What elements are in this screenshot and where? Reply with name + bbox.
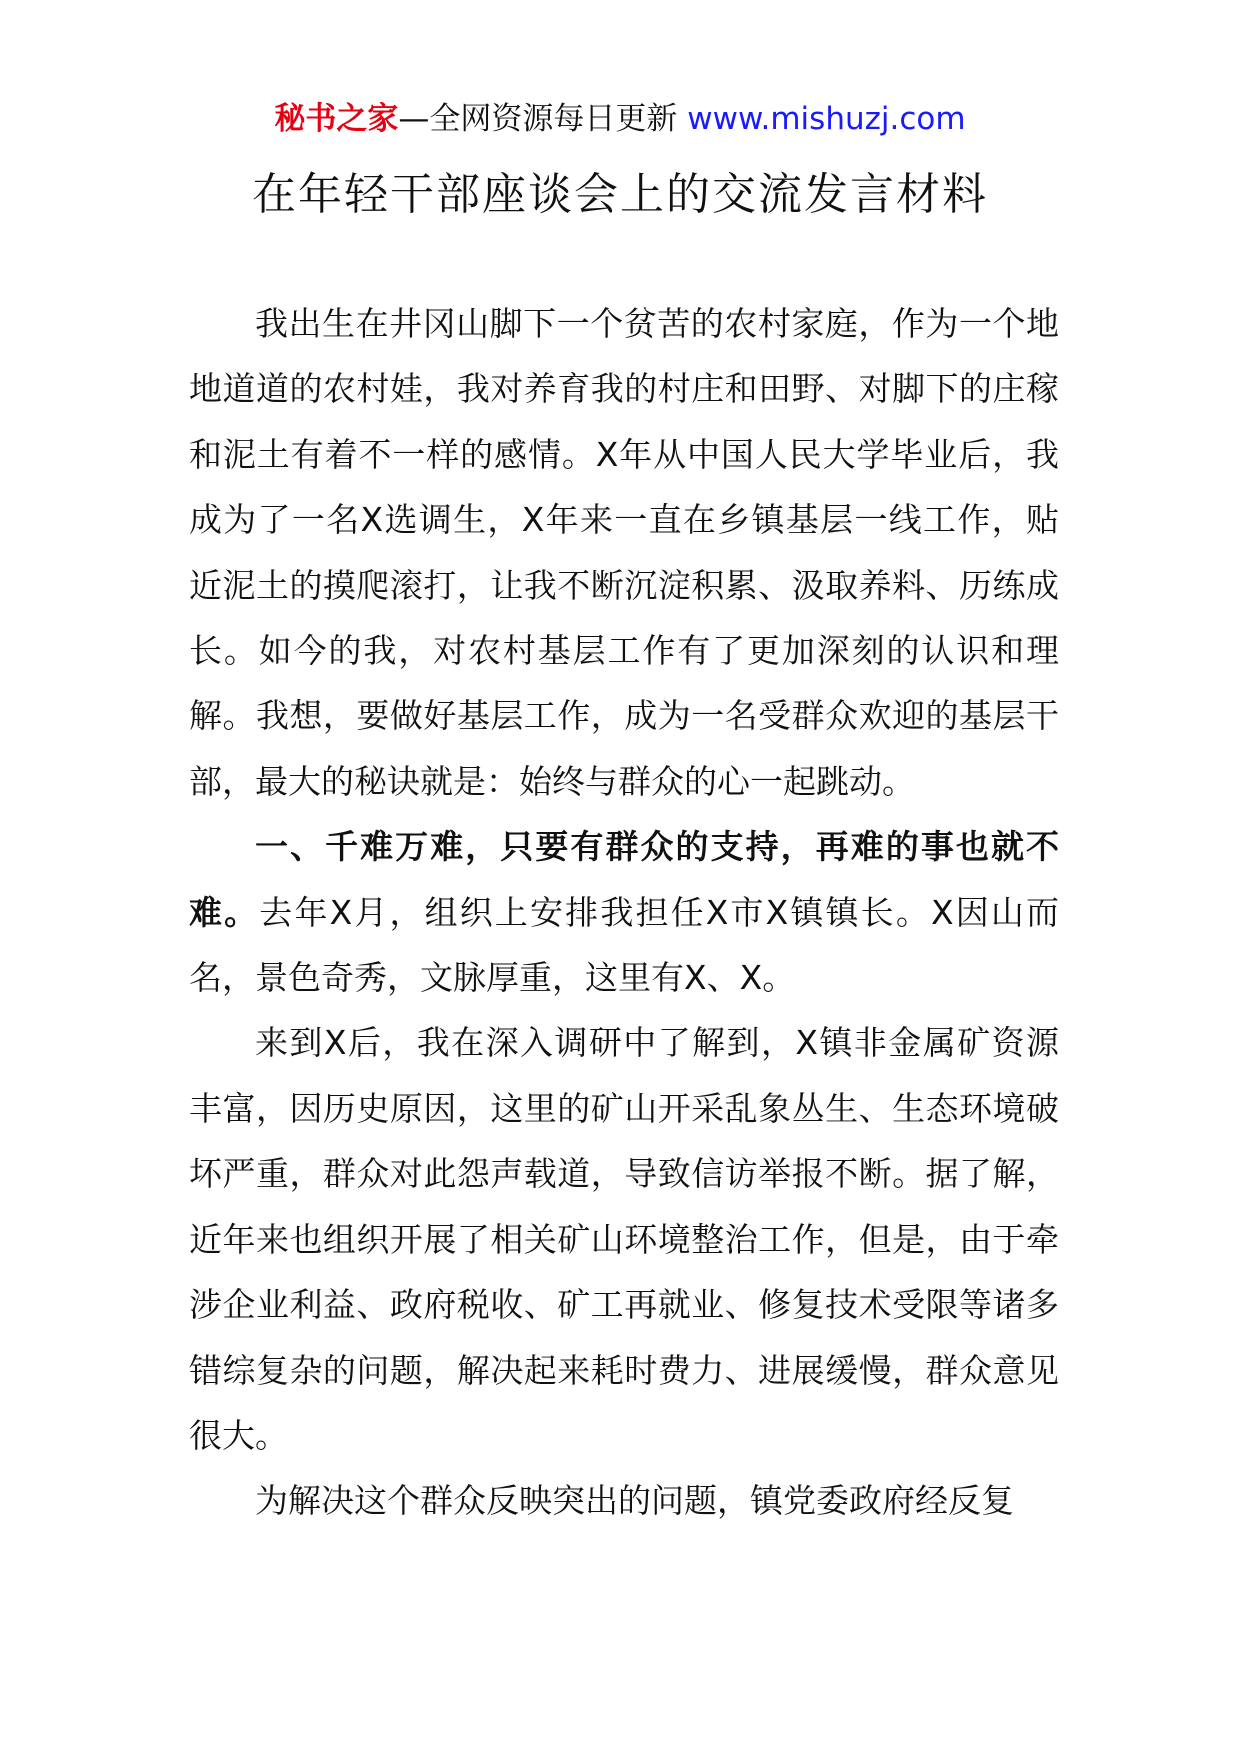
- paragraph: [189, 814, 1059, 1010]
- paragraph-text: 来到X后，我在深入调研中了解到，X镇非金属矿资源丰富，因历史原因，这里的矿山开采乱象丛生、生态环境破坏严重，群众对此怨声载道，导致信访举报不断。据了解，近年来也组织开展了相关矿山环境整治工作，但是，由于牵涉企业利益、政府税收、矿工再就业、修复技术受限等诸多错综复杂的问题，解决起来耗时费力、进展缓慢，群众意见很大。: [189, 1023, 1059, 1455]
- paragraph-text: 为解决这个群众反映突出的问题，镇党委政府经反复: [255, 1481, 1014, 1521]
- document-title: 在年轻干部座谈会上的交流发言材料: [252, 169, 988, 220]
- paragraph-lead: 一、千难万难，只要有群众的支持，再难的事也就不难。: [189, 827, 1059, 932]
- paragraph-text: 去年X月，组织上安排我担任X市X镇镇长。X因山而名，景色奇秀，文脉厚重，这里有X、X。: [189, 892, 1060, 998]
- paragraph: [189, 291, 1059, 814]
- brand-name: 秘书之家: [274, 101, 399, 137]
- site-header: [0, 96, 1240, 142]
- paragraph: [189, 1468, 1059, 1533]
- document-body: [189, 291, 1059, 1534]
- header-tagline: —全网资源每日更新: [398, 101, 688, 137]
- paragraph-text: 我出生在井冈山脚下一个贫苦的农村家庭，作为一个地地道道的农村娃，我对养育我的村庄和田野、对脚下的庄稼和泥土有着不一样的感情。X年从中国人民大学毕业后，我成为了一名X选调生，X年来一直在乡镇基层一线工作，贴近泥土的摸爬滚打，让我不断沉淀积累、汲取养料、历练成长。如今的我，对农村基层工作有了更加深刻的认识和理解。我想，要做好基层工作，成为一名受群众欢迎的基层干部，最大的秘诀就是：始终与群众的心一起跳动。: [189, 304, 1059, 801]
- paragraph: [189, 1010, 1059, 1468]
- site-url-link[interactable]: www.mishuzj.com: [687, 101, 966, 137]
